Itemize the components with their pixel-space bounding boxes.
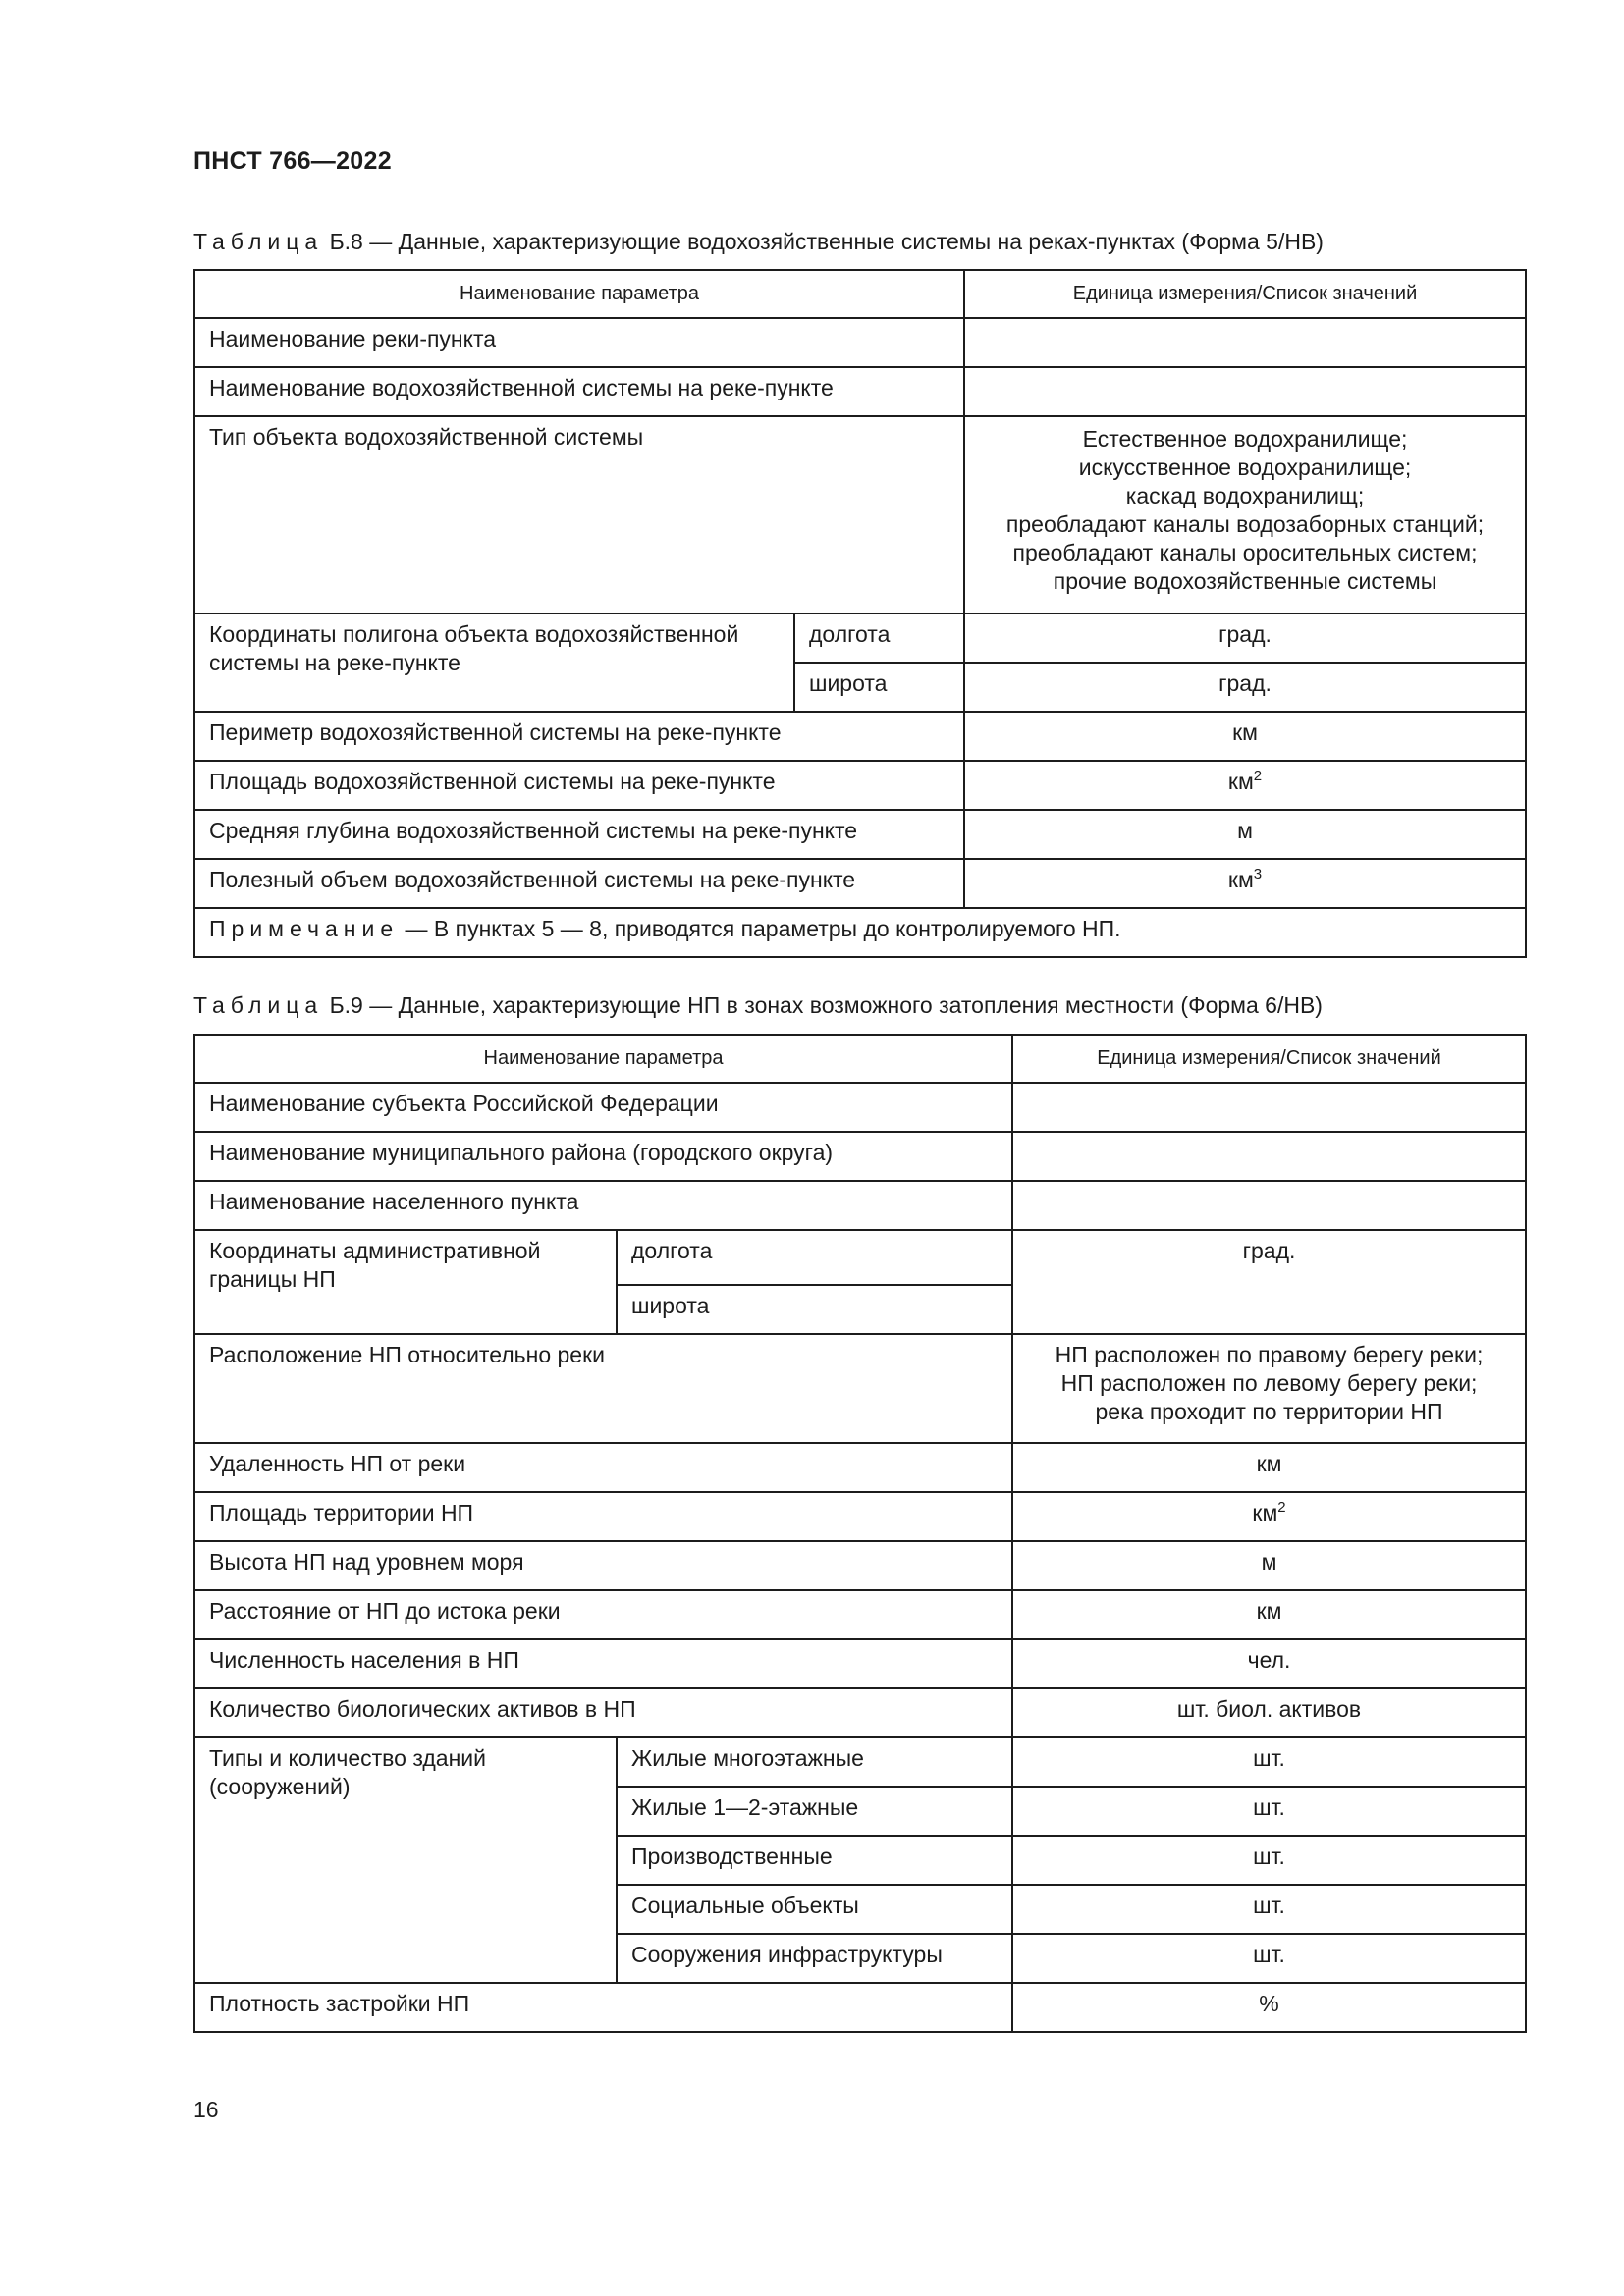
table9-coords-param: Координаты административной границы НП (194, 1230, 617, 1334)
table9-param-cell: Площадь территории НП (194, 1492, 1012, 1541)
unit-text: км (1256, 1598, 1282, 1624)
table9-unit-cell (1012, 1132, 1526, 1181)
table8-unit-cell (964, 318, 1526, 367)
table8-type-value: прочие водохозяйственные системы (1053, 568, 1437, 594)
table8-coords-param: Координаты полигона объекта водохозяйственной системы на реке-пункте (194, 614, 794, 712)
table9-building-unit: шт. (1012, 1885, 1526, 1934)
table8-coords-lon-label: долгота (794, 614, 964, 663)
table9-param-cell: Количество биологических активов в НП (194, 1688, 1012, 1737)
table8-coords-lon-unit: град. (964, 614, 1526, 663)
unit-text: м (1237, 818, 1253, 843)
unit-text: шт. биол. активов (1176, 1696, 1362, 1722)
table8-unit-cell (964, 761, 1526, 810)
table9-building-unit: шт. (1012, 1787, 1526, 1836)
table-b8 (193, 269, 1527, 958)
table9-header-unit: Единица измерения/Список значений (1012, 1035, 1526, 1083)
table9-unit-cell (1012, 1639, 1526, 1688)
table9-param-cell: Расстояние от НП до истока реки (194, 1590, 1012, 1639)
table9-location-value: НП расположен по правому берегу реки; (1055, 1342, 1484, 1367)
table9-density-param: Плотность застройки НП (194, 1983, 1012, 2032)
table8-caption-text: Б.8 — Данные, характеризующие водохозяйственные системы на реках-пунктах (Форма 5/НВ) (323, 229, 1324, 254)
table-b9 (193, 1034, 1527, 2033)
table9-unit-cell (1012, 1181, 1526, 1230)
unit-sup: 3 (1253, 866, 1263, 882)
table8-unit-cell (964, 810, 1526, 859)
table9-building-unit: шт. (1012, 1934, 1526, 1983)
table8-type-value: каскад водохранилищ; (1125, 483, 1365, 508)
table8-unit-cell (964, 859, 1526, 908)
table8-caption-prefix: Таблица (193, 229, 324, 254)
table9-location-value: река проходит по территории НП (1095, 1399, 1443, 1424)
table9-caption-prefix: Таблица (193, 992, 324, 1018)
table9-location-param: Расположение НП относительно реки (194, 1334, 1012, 1443)
unit-text: км (1227, 769, 1254, 794)
table9-building-type: Жилые 1—2-этажные (617, 1787, 1012, 1836)
table9-coords-unit: град. (1012, 1230, 1526, 1334)
unit-sup: 2 (1277, 1499, 1286, 1516)
table9-param-cell: Наименование субъекта Российской Федерации (194, 1083, 1012, 1132)
table8-type-values (964, 416, 1526, 614)
table9-unit-cell (1012, 1443, 1526, 1492)
unit-text: чел. (1247, 1647, 1291, 1673)
table8-param-cell: Периметр водохозяйственной системы на реке-пункте (194, 712, 964, 761)
table9-coords-lon-label: долгота (617, 1230, 1012, 1285)
unit-text: км (1232, 720, 1258, 745)
table9-unit-cell (1012, 1590, 1526, 1639)
table8-note-text: — В пунктах 5 — 8, приводятся параметры до контролируемого НП. (399, 916, 1121, 941)
table8-coords-lat-unit: град. (964, 663, 1526, 712)
table8-param-cell: Наименование водохозяйственной системы на реке-пункте (194, 367, 964, 416)
table8-note-prefix: Примечание (209, 916, 400, 941)
table8-coords-lat-label: широта (794, 663, 964, 712)
table9-caption-text: Б.9 — Данные, характеризующие НП в зонах возможного затопления местности (Форма 6/НВ) (323, 992, 1323, 1018)
table9-building-type: Производственные (617, 1836, 1012, 1885)
table9-location-value: НП расположен по левому берегу реки; (1060, 1370, 1478, 1396)
table8-type-value: Естественное водохранилище; (1082, 426, 1408, 452)
table8-unit-cell (964, 367, 1526, 416)
table9-unit-cell (1012, 1492, 1526, 1541)
table8-param-cell: Полезный объем водохозяйственной системы на реке-пункте (194, 859, 964, 908)
unit-text: м (1261, 1549, 1277, 1575)
table9-param-cell: Удаленность НП от реки (194, 1443, 1012, 1492)
table8-header-param: Наименование параметра (194, 270, 964, 318)
table9-building-unit: шт. (1012, 1737, 1526, 1787)
table8-param-cell: Средняя глубина водохозяйственной системы на реке-пункте (194, 810, 964, 859)
unit-sup: 2 (1253, 768, 1263, 784)
table9-unit-cell (1012, 1083, 1526, 1132)
table8-type-value: преобладают каналы водозаборных станций; (1005, 511, 1485, 537)
table8-caption (193, 229, 1324, 255)
table9-coords-lat-label: широта (617, 1285, 1012, 1334)
unit-text: км (1227, 867, 1254, 892)
table8-type-value: искусственное водохранилище; (1078, 454, 1412, 480)
table9-building-unit: шт. (1012, 1836, 1526, 1885)
table9-location-values (1012, 1334, 1526, 1443)
table9-building-type: Сооружения инфраструктуры (617, 1934, 1012, 1983)
unit-text: км (1256, 1451, 1282, 1476)
table9-unit-cell (1012, 1541, 1526, 1590)
table8-unit-cell (964, 712, 1526, 761)
table8-type-value: преобладают каналы оросительных систем; (1012, 540, 1478, 565)
table9-caption (193, 992, 1323, 1019)
table9-building-type: Жилые многоэтажные (617, 1737, 1012, 1787)
table8-param-cell: Наименование реки-пункта (194, 318, 964, 367)
table8-header-unit: Единица измерения/Список значений (964, 270, 1526, 318)
document-code: ПНСТ 766—2022 (193, 147, 392, 175)
unit-text: км (1252, 1500, 1278, 1525)
table9-param-cell: Высота НП над уровнем моря (194, 1541, 1012, 1590)
table9-header-param: Наименование параметра (194, 1035, 1012, 1083)
table9-param-cell: Наименование муниципального района (городского округа) (194, 1132, 1012, 1181)
table9-density-unit: % (1012, 1983, 1526, 2032)
table9-buildings-param: Типы и количество зданий (сооружений) (194, 1737, 617, 1983)
table8-param-cell: Тип объекта водохозяйственной системы (194, 416, 964, 614)
table9-unit-cell (1012, 1688, 1526, 1737)
table8-note (194, 908, 1526, 957)
table9-param-cell: Наименование населенного пункта (194, 1181, 1012, 1230)
table8-param-cell: Площадь водохозяйственной системы на реке-пункте (194, 761, 964, 810)
table9-building-type: Социальные объекты (617, 1885, 1012, 1934)
page-number: 16 (193, 2097, 219, 2122)
table9-param-cell: Численность населения в НП (194, 1639, 1012, 1688)
